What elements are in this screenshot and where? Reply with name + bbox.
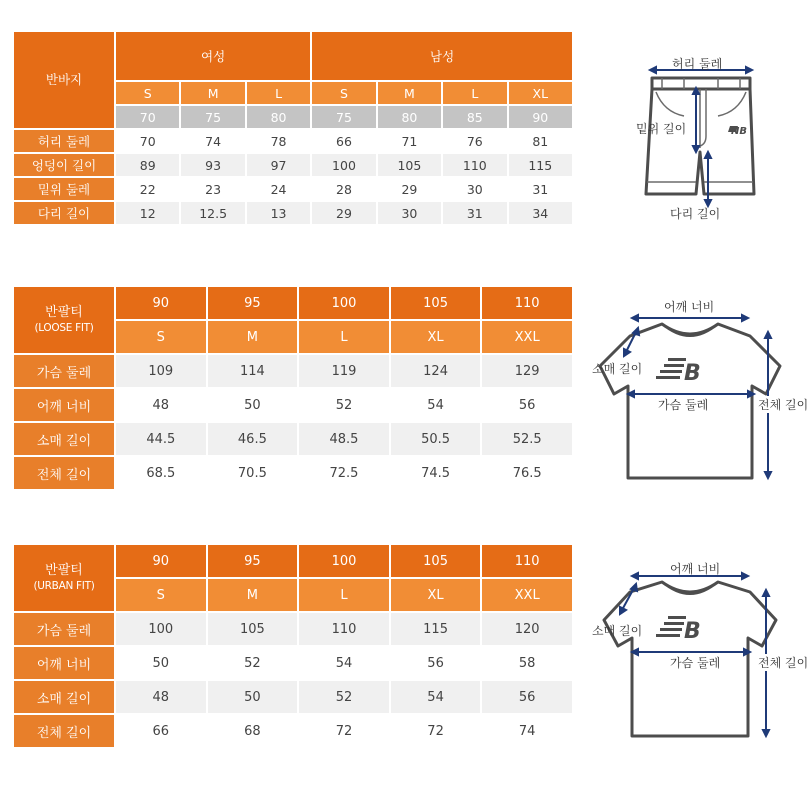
value-cell: 66 [312, 130, 375, 152]
table-row [14, 355, 572, 387]
value-cell: 13 [247, 202, 310, 224]
value-cell: 46.5 [208, 423, 298, 455]
value-cell: 48 [116, 681, 206, 713]
table-row [14, 457, 572, 489]
value-cell: 70 [116, 130, 179, 152]
value-cell: 48.5 [299, 423, 389, 455]
rise-label: 밑위 길이 [636, 122, 687, 136]
table-header-row [14, 32, 572, 80]
value-cell: 72 [391, 715, 481, 747]
size-cell: XXL [482, 579, 572, 611]
value-cell: 24 [247, 178, 310, 200]
value-cell: 74 [181, 130, 244, 152]
value-cell: 119 [299, 355, 389, 387]
value-cell: 115 [509, 154, 572, 176]
size-cell: XL [509, 82, 572, 104]
value-cell: 105 [378, 154, 441, 176]
value-cell: 97 [247, 154, 310, 176]
size-code-cell: 85 [443, 106, 506, 128]
new-balance-logo-icon [728, 126, 747, 137]
size-cell: M [208, 321, 298, 353]
value-cell: 54 [391, 389, 481, 421]
shorts-size-table [12, 30, 574, 226]
size-code-cell: 95 [208, 545, 298, 577]
size-code-cell: 90 [509, 106, 572, 128]
shoulder-label: 어깨 너비 [670, 562, 721, 576]
value-cell: 23 [181, 178, 244, 200]
value-cell: 72.5 [299, 457, 389, 489]
length-label: 전체 길이 [758, 398, 808, 412]
waist-label: 허리 둘레 [672, 57, 723, 71]
sleeve-label: 소매 길이 [592, 624, 643, 638]
value-cell: 58 [482, 647, 572, 679]
size-cell: S [312, 82, 375, 104]
value-cell: 100 [116, 613, 206, 645]
value-cell: 30 [443, 178, 506, 200]
table-row [14, 130, 572, 152]
size-code-cell: 90 [116, 545, 206, 577]
size-code-cell: 105 [391, 287, 481, 319]
row-label: 어깨 너비 [14, 389, 114, 421]
row-label: 소매 길이 [14, 681, 114, 713]
value-cell: 105 [208, 613, 298, 645]
value-cell: 22 [116, 178, 179, 200]
shorts-corner-label: 반바지 [14, 32, 114, 128]
value-cell: 76.5 [482, 457, 572, 489]
size-cell: L [247, 82, 310, 104]
table-header-row [14, 545, 572, 577]
value-cell: 115 [391, 613, 481, 645]
loose-fit-tee-size-table [12, 285, 574, 491]
value-cell: 31 [443, 202, 506, 224]
table-row [14, 178, 572, 200]
size-cell: S [116, 321, 206, 353]
size-cell: S [116, 82, 179, 104]
size-code-cell: 90 [116, 287, 206, 319]
value-cell: 72 [299, 715, 389, 747]
svg-text:B: B [684, 619, 701, 644]
table-row [14, 202, 572, 224]
table-row [14, 423, 572, 455]
row-label: 전체 길이 [14, 457, 114, 489]
size-cell: XXL [482, 321, 572, 353]
value-cell: 129 [482, 355, 572, 387]
value-cell: 93 [181, 154, 244, 176]
value-cell: 89 [116, 154, 179, 176]
size-cell: L [299, 321, 389, 353]
size-code-cell: 75 [312, 106, 375, 128]
shoulder-label: 어깨 너비 [664, 300, 715, 314]
table-row [14, 613, 572, 645]
value-cell: 50.5 [391, 423, 481, 455]
value-cell: 56 [482, 681, 572, 713]
size-cell: M [208, 579, 298, 611]
value-cell: 54 [391, 681, 481, 713]
value-cell: 68 [208, 715, 298, 747]
sleeve-label: 소매 길이 [592, 362, 643, 376]
value-cell: 12 [116, 202, 179, 224]
row-label: 가슴 둘레 [14, 355, 114, 387]
row-label: 다리 길이 [14, 202, 114, 224]
loose-tee-corner-label [14, 287, 114, 353]
value-cell: 28 [312, 178, 375, 200]
size-code-cell: 80 [247, 106, 310, 128]
value-cell: 81 [509, 130, 572, 152]
value-cell: 44.5 [116, 423, 206, 455]
tee-illustration [590, 298, 800, 488]
size-cell: S [116, 579, 206, 611]
length-label: 전체 길이 [758, 656, 808, 670]
size-cell: L [299, 579, 389, 611]
row-label: 전체 길이 [14, 715, 114, 747]
table-row [14, 389, 572, 421]
chest-label: 가슴 둘레 [658, 398, 709, 412]
size-cell: XL [391, 579, 481, 611]
value-cell: 68.5 [116, 457, 206, 489]
corner-line-1: 반팔티 [45, 304, 83, 320]
size-code-cell: 100 [299, 287, 389, 319]
value-cell: 54 [299, 647, 389, 679]
row-label: 소매 길이 [14, 423, 114, 455]
value-cell: 29 [378, 178, 441, 200]
value-cell: 50 [208, 681, 298, 713]
value-cell: 30 [378, 202, 441, 224]
row-label: 허리 둘레 [14, 130, 114, 152]
svg-text:NB: NB [731, 126, 747, 137]
value-cell: 52 [208, 647, 298, 679]
value-cell: 66 [116, 715, 206, 747]
urban-fit-tee-size-table [12, 543, 574, 749]
urban-tee-corner-label [14, 545, 114, 611]
value-cell: 56 [482, 389, 572, 421]
value-cell: 29 [312, 202, 375, 224]
row-label: 가슴 둘레 [14, 613, 114, 645]
chest-label: 가슴 둘레 [670, 656, 721, 670]
tee-illustration [590, 556, 800, 746]
value-cell: 48 [116, 389, 206, 421]
corner-line-1: 반팔티 [45, 562, 83, 578]
size-code-cell: 110 [482, 287, 572, 319]
value-cell: 110 [299, 613, 389, 645]
urban-tee-diagram [590, 556, 808, 746]
value-cell: 50 [208, 389, 298, 421]
value-cell: 71 [378, 130, 441, 152]
svg-text:B: B [684, 361, 701, 386]
value-cell: 70.5 [208, 457, 298, 489]
value-cell: 76 [443, 130, 506, 152]
value-cell: 34 [509, 202, 572, 224]
table-header-row [14, 287, 572, 319]
size-cell: XL [391, 321, 481, 353]
value-cell: 56 [391, 647, 481, 679]
row-label: 밑위 둘레 [14, 178, 114, 200]
value-cell: 74 [482, 715, 572, 747]
size-code-cell: 110 [482, 545, 572, 577]
row-label: 어깨 너비 [14, 647, 114, 679]
value-cell: 78 [247, 130, 310, 152]
size-cell: M [181, 82, 244, 104]
leg-label: 다리 길이 [670, 207, 721, 221]
value-cell: 52 [299, 389, 389, 421]
value-cell: 74.5 [391, 457, 481, 489]
size-code-cell: 70 [116, 106, 179, 128]
table-row [14, 715, 572, 747]
shorts-diagram [600, 40, 800, 240]
value-cell: 50 [116, 647, 206, 679]
men-header: 남성 [312, 32, 572, 80]
value-cell: 52 [299, 681, 389, 713]
size-code-cell: 95 [208, 287, 298, 319]
value-cell: 31 [509, 178, 572, 200]
size-code-cell: 100 [299, 545, 389, 577]
value-cell: 124 [391, 355, 481, 387]
value-cell: 114 [208, 355, 298, 387]
value-cell: 52.5 [482, 423, 572, 455]
value-cell: 120 [482, 613, 572, 645]
corner-line-2: (LOOSE FIT) [34, 321, 94, 334]
size-cell: M [378, 82, 441, 104]
women-header: 여성 [116, 32, 310, 80]
size-code-cell: 80 [378, 106, 441, 128]
loose-tee-diagram [590, 298, 808, 488]
table-row [14, 154, 572, 176]
size-code-cell: 75 [181, 106, 244, 128]
size-cell: L [443, 82, 506, 104]
size-code-cell: 105 [391, 545, 481, 577]
corner-line-2: (URBAN FIT) [33, 579, 95, 592]
value-cell: 100 [312, 154, 375, 176]
value-cell: 109 [116, 355, 206, 387]
table-row [14, 681, 572, 713]
value-cell: 110 [443, 154, 506, 176]
value-cell: 12.5 [181, 202, 244, 224]
row-label: 엉덩이 길이 [14, 154, 114, 176]
table-row [14, 647, 572, 679]
